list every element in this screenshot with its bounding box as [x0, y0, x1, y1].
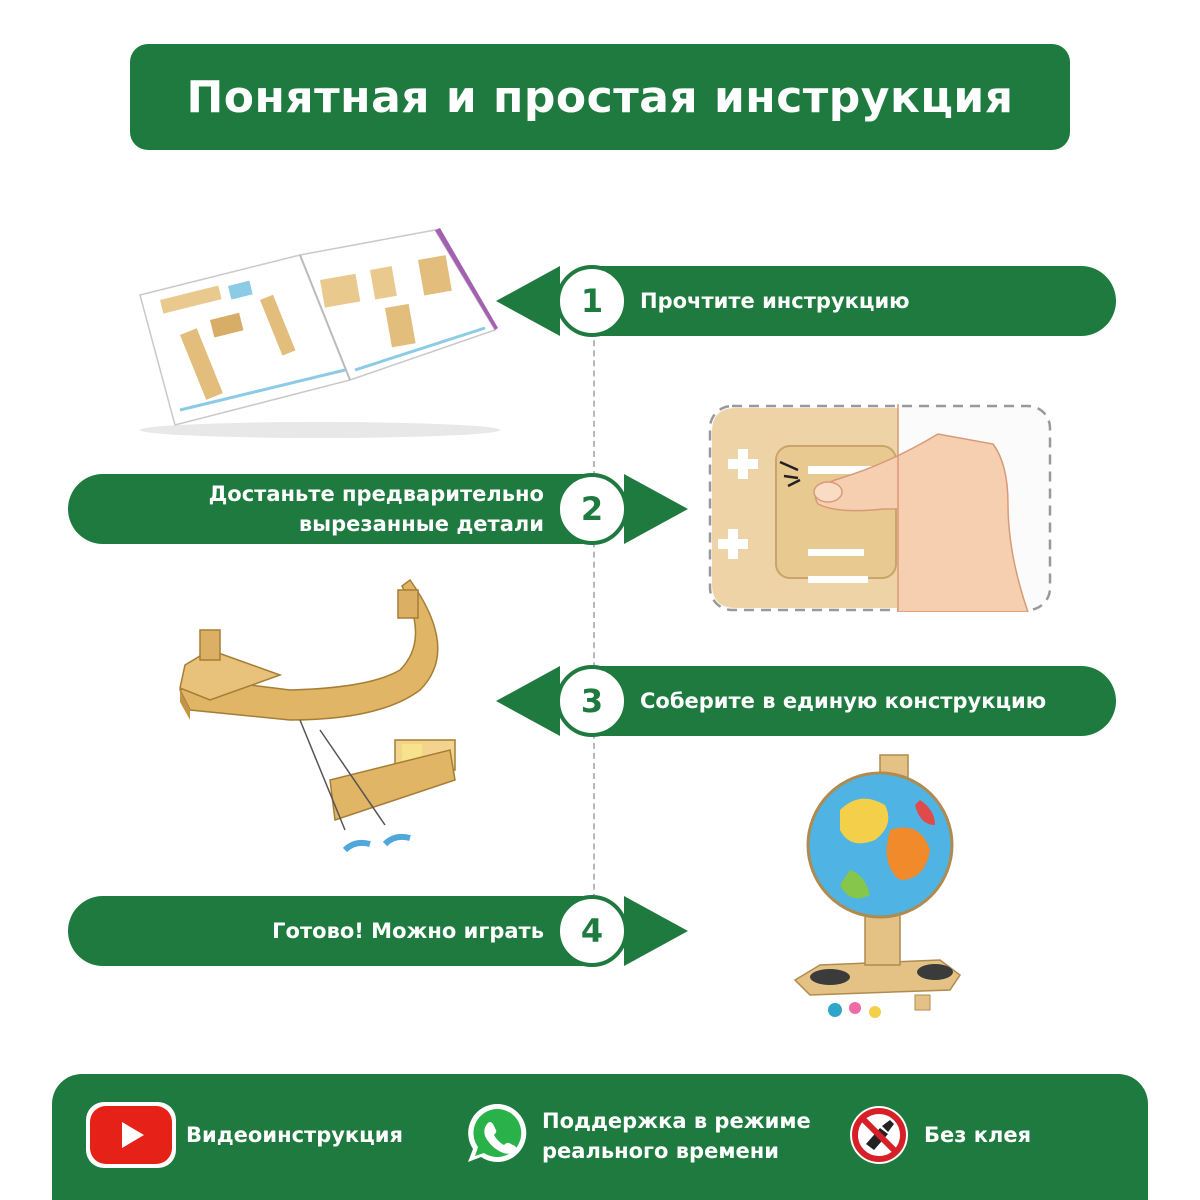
feature-video [86, 1102, 403, 1168]
step-4-banner [68, 896, 624, 966]
feature-support-label [542, 1106, 811, 1166]
step-4-text: Готово! Можно играть [272, 919, 544, 943]
page-title: Понятная и простая инструкция [186, 71, 1014, 123]
step-4-number: 4 [580, 912, 604, 950]
assembly-parts-image [170, 570, 470, 870]
feature-no-glue [848, 1104, 1031, 1166]
step-2-number: 2 [580, 490, 604, 528]
step-4-circle [556, 895, 628, 967]
title-banner [130, 44, 1070, 150]
arrow-right-icon [624, 474, 688, 544]
step-3-text: Соберите в единую конструкцию [640, 689, 1047, 713]
step-2-text [209, 479, 544, 539]
step-1-number: 1 [580, 282, 604, 320]
step-3-circle [556, 665, 628, 737]
feature-no-glue-label: Без клея [924, 1123, 1032, 1147]
feature-support [464, 1100, 811, 1172]
feature-support-line2: реального времени [542, 1139, 779, 1163]
finished-globe-image [780, 750, 980, 1020]
step-2-banner [68, 474, 624, 544]
feature-video-label: Видеоинструкция [186, 1123, 403, 1147]
no-glue-icon [848, 1104, 910, 1166]
timeline-divider [593, 300, 595, 930]
arrow-left-icon [496, 666, 560, 736]
step-2-line2: вырезанные детали [298, 512, 544, 536]
step-2-circle [556, 473, 628, 545]
feature-support-line1: Поддержка в режиме [542, 1109, 811, 1133]
hand-pressing-parts-image [708, 404, 1052, 612]
step-1-banner [560, 266, 1116, 336]
whatsapp-icon [464, 1100, 530, 1172]
step-1-text: Прочтите инструкцию [640, 289, 910, 313]
instruction-booklet-image [120, 220, 510, 440]
step-3-number: 3 [580, 682, 604, 720]
youtube-icon [86, 1102, 176, 1168]
step-1-circle [556, 265, 628, 337]
arrow-right-icon [624, 896, 688, 966]
footer-bar [52, 1074, 1148, 1200]
step-2-line1: Достаньте предварительно [208, 482, 544, 506]
step-3-banner [560, 666, 1116, 736]
